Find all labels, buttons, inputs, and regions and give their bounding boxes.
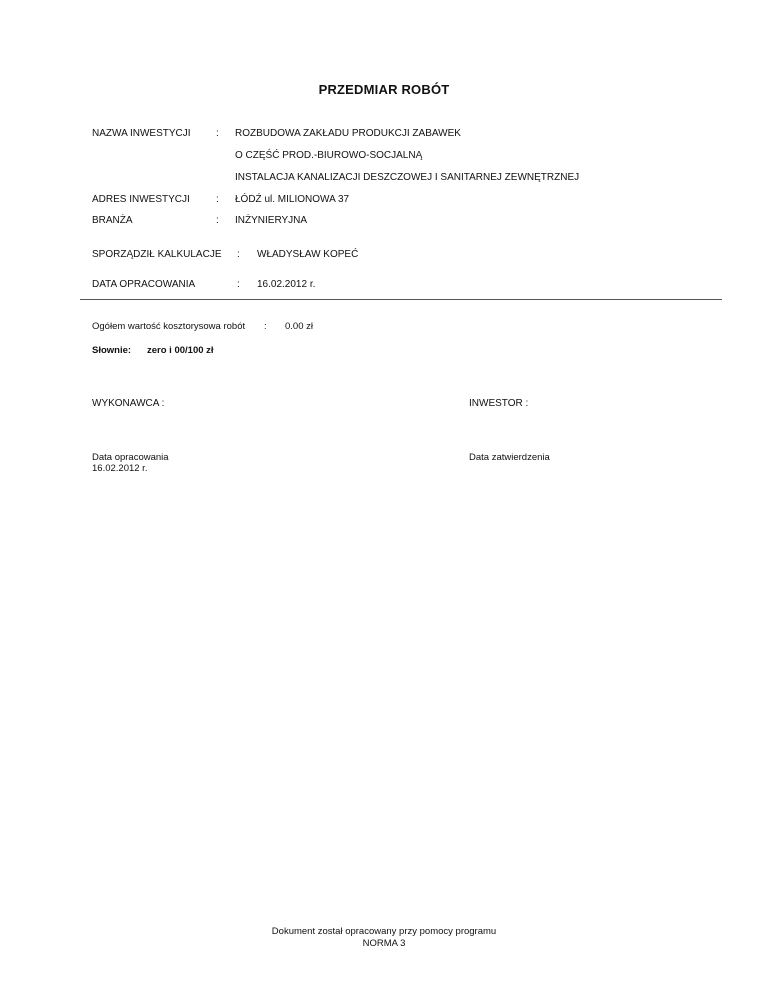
page-title: PRZEDMIAR ROBÓT [318,82,450,97]
address-colon: : [216,194,219,205]
date-value: 16.02.2012 r. [257,279,316,290]
contractor-date-label: Data opracowania [92,452,169,463]
words-value: zero i 00/100 zł [147,345,214,356]
prepared-by-value: WŁADYSŁAW KOPEĆ [257,249,359,260]
date-label: DATA OPRACOWANIA [92,279,196,290]
investment-name-label: NAZWA INWESTYCJI [92,128,191,139]
total-label: Ogółem wartość kosztorysowa robót [92,321,246,332]
prepared-by-label: SPORZĄDZIŁ KALKULACJE [92,249,222,260]
investor-date-label: Data zatwierdzenia [469,452,550,463]
investment-name-colon: : [216,128,219,139]
branch-label: BRANŻA [92,215,133,226]
contractor-date-value: 16.02.2012 r. [92,463,148,474]
address-value: ŁÓDŹ ul. MILIONOWA 37 [235,194,350,205]
words-label: Słownie: [92,345,132,356]
investment-name-line-3: INSTALACJA KANALIZACJI DESZCZOWEJ I SANITARNEJ ZEWNĘTRZNEJ [235,172,580,183]
address-label: ADRES INWESTYCJI [92,194,190,205]
branch-colon: : [216,215,219,226]
prepared-by-colon: : [237,249,240,260]
footer-line-1: Dokument został opracowany przy pomocy programu [271,926,497,937]
branch-value: INŻYNIERYJNA [235,215,308,226]
divider [80,299,722,300]
investment-name-line-1: ROZBUDOWA ZAKŁADU PRODUKCJI ZABAWEK [235,128,461,139]
total-colon: : [264,321,267,332]
investor-label: INWESTOR : [469,398,529,409]
contractor-label: WYKONAWCA : [92,398,165,409]
footer-line-2: NORMA 3 [362,938,406,949]
date-colon: : [237,279,240,290]
investment-name-line-2: O CZĘŚĆ PROD.-BIUROWO-SOCJALNĄ [235,150,423,161]
total-value: 0.00 zł [285,321,313,332]
